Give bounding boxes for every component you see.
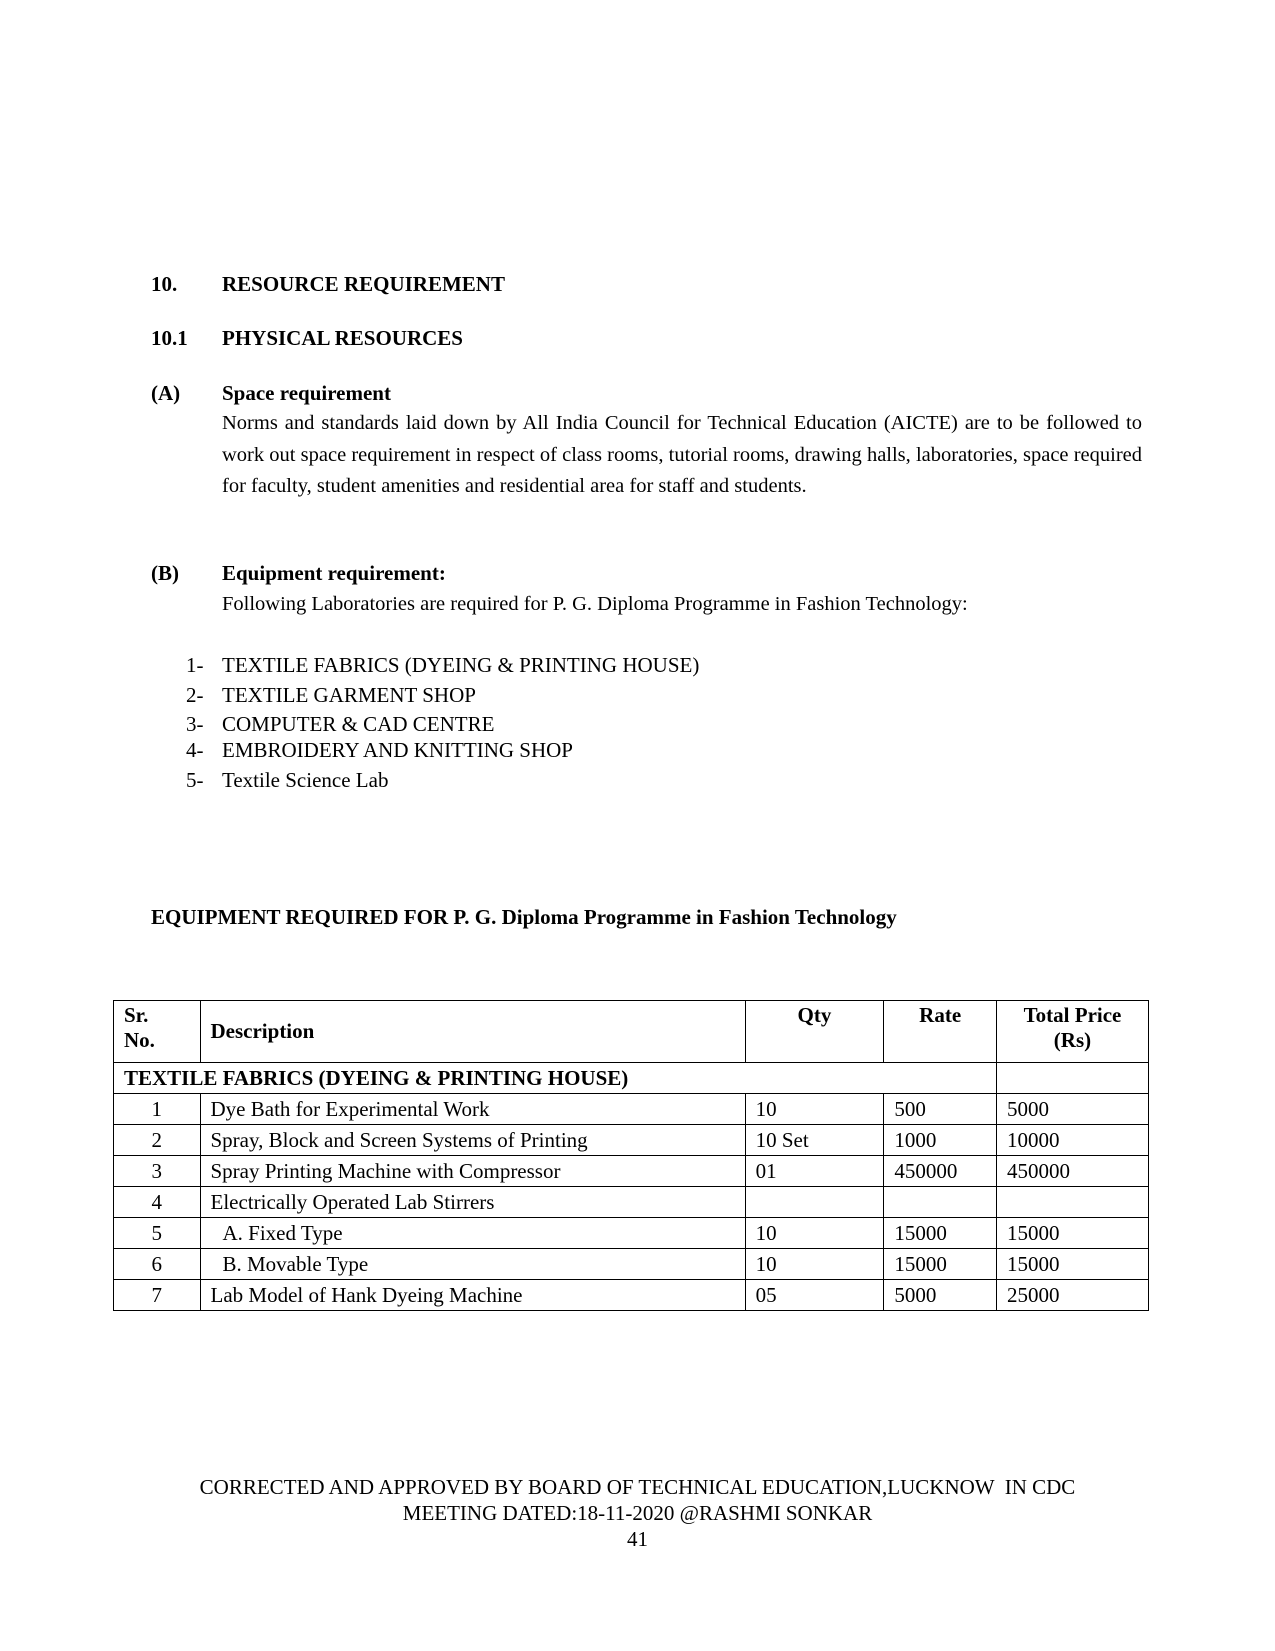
header-total-line1: Total Price (1023, 1003, 1122, 1027)
table-row (114, 1125, 1149, 1156)
cell-qty: 10 Set (745, 1125, 884, 1156)
list-number: 3- (186, 712, 204, 736)
equipment-label: (B) (151, 561, 179, 585)
cell-total: 5000 (996, 1094, 1148, 1125)
header-sr-no (114, 1001, 201, 1063)
cell-rate: 15000 (884, 1218, 997, 1249)
cell-description: Lab Model of Hank Dyeing Machine (200, 1280, 745, 1311)
space-title: Space requirement (222, 381, 391, 405)
table-header-row (114, 1001, 1149, 1063)
table-row (114, 1249, 1149, 1280)
subsection-title: PHYSICAL RESOURCES (222, 326, 463, 350)
footer-line1: CORRECTED AND APPROVED BY BOARD OF TECHNICAL EDUCATION,LUCKNOW IN CDC (199, 1475, 1076, 1499)
lab-name: EMBROIDERY AND KNITTING SHOP (222, 738, 573, 762)
cell-sr: 3 (114, 1156, 201, 1187)
cell-description: Electrically Operated Lab Stirrers (200, 1187, 745, 1218)
header-description: Description (200, 1001, 745, 1063)
table-group-row (114, 1063, 1149, 1094)
cell-rate: 15000 (884, 1249, 997, 1280)
list-item (186, 765, 699, 795)
table-row (114, 1156, 1149, 1187)
header-rate: Rate (884, 1001, 997, 1063)
page-number: 41 (627, 1527, 648, 1551)
space-paragraph: Norms and standards laid down by All India Council for Technical Education (AICTE) are to be followed to work out space requirement in respect of class rooms, tutorial rooms, drawing halls, laboratories, space required for faculty, student amenities and residential area for staff and students. (222, 412, 1142, 497)
cell-sr: 6 (114, 1249, 201, 1280)
subsection-number: 10.1 (151, 326, 188, 350)
cell-sr: 2 (114, 1125, 201, 1156)
group-empty-cell (996, 1063, 1148, 1094)
list-item (186, 650, 699, 680)
cell-sr: 7 (114, 1280, 201, 1311)
lab-name: COMPUTER & CAD CENTRE (222, 712, 495, 736)
cell-qty: 10 (745, 1218, 884, 1249)
lab-name: Textile Science Lab (222, 768, 389, 792)
table-row (114, 1280, 1149, 1311)
table-row (114, 1218, 1149, 1249)
cell-rate (884, 1187, 997, 1218)
header-total-line2: (Rs) (1053, 1028, 1092, 1052)
list-item (186, 680, 699, 710)
table-row (114, 1094, 1149, 1125)
section-number: 10. (151, 272, 178, 296)
list-number: 5- (186, 768, 204, 792)
lab-name: TEXTILE FABRICS (DYEING & PRINTING HOUSE) (222, 653, 700, 677)
cell-qty: 10 (745, 1094, 884, 1125)
cell-rate: 5000 (884, 1280, 997, 1311)
cell-sr: 4 (114, 1187, 201, 1218)
cell-qty: 10 (745, 1249, 884, 1280)
table-title: EQUIPMENT REQUIRED FOR P. G. Diploma Programme in Fashion Technology (151, 905, 897, 929)
cell-rate: 500 (884, 1094, 997, 1125)
cell-rate: 450000 (884, 1156, 997, 1187)
header-sr-line2: No. (124, 1028, 155, 1052)
cell-description: Spray, Block and Screen Systems of Printing (200, 1125, 745, 1156)
section-title: RESOURCE REQUIREMENT (222, 272, 505, 296)
cell-sr: 5 (114, 1218, 201, 1249)
cell-qty (745, 1187, 884, 1218)
lab-name: TEXTILE GARMENT SHOP (222, 683, 476, 707)
header-qty: Qty (745, 1001, 884, 1063)
cell-total: 450000 (996, 1156, 1148, 1187)
cell-rate: 1000 (884, 1125, 997, 1156)
lab-list (186, 650, 699, 795)
page-footer (0, 1474, 1275, 1552)
cell-total: 25000 (996, 1280, 1148, 1311)
list-number: 2- (186, 683, 204, 707)
cell-total (996, 1187, 1148, 1218)
cell-total: 15000 (996, 1249, 1148, 1280)
space-label: (A) (151, 381, 181, 405)
footer-line2: MEETING DATED:18-11-2020 @RASHMI SONKAR (402, 1501, 873, 1525)
equipment-paragraph: Following Laboratories are required for P. G. Diploma Programme in Fashion Technology: (222, 593, 968, 615)
equipment-title: Equipment requirement: (222, 561, 446, 585)
list-number: 4- (186, 738, 204, 762)
table-row (114, 1187, 1149, 1218)
cell-total: 10000 (996, 1125, 1148, 1156)
cell-description: A. Fixed Type (200, 1218, 745, 1249)
list-item (186, 735, 699, 765)
cell-qty: 05 (745, 1280, 884, 1311)
list-number: 1- (186, 653, 204, 677)
cell-total: 15000 (996, 1218, 1148, 1249)
group-label: TEXTILE FABRICS (DYEING & PRINTING HOUSE) (114, 1063, 997, 1094)
cell-description: B. Movable Type (200, 1249, 745, 1280)
cell-description: Spray Printing Machine with Compressor (200, 1156, 745, 1187)
cell-qty: 01 (745, 1156, 884, 1187)
header-total-price (996, 1001, 1148, 1063)
cell-sr: 1 (114, 1094, 201, 1125)
equipment-table (113, 1000, 1149, 1311)
cell-description: Dye Bath for Experimental Work (200, 1094, 745, 1125)
header-sr-line1: Sr. (124, 1003, 149, 1027)
